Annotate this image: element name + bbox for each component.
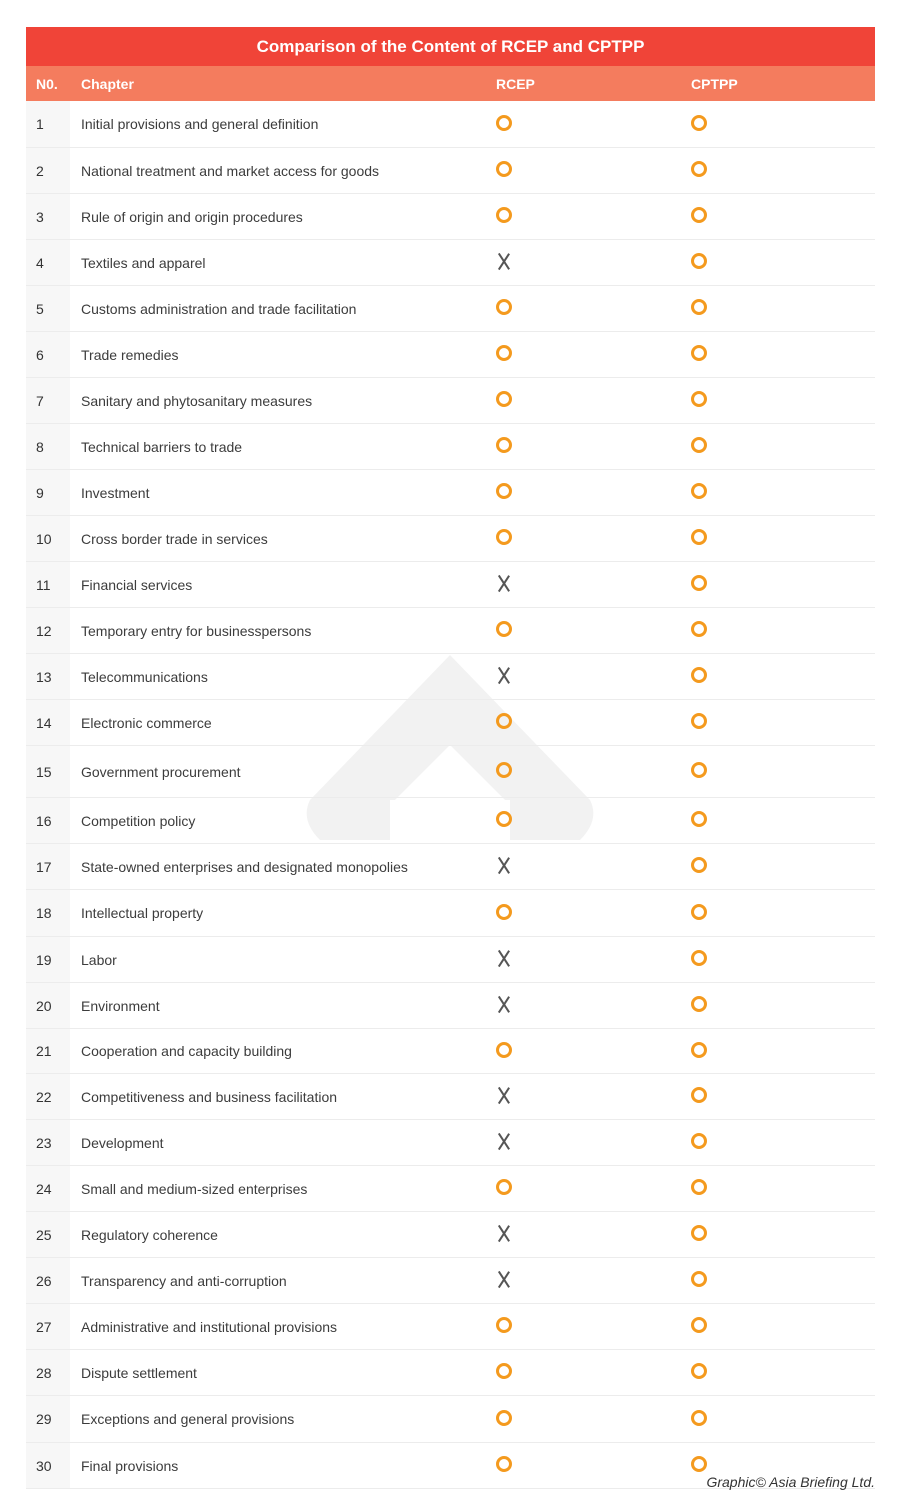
cptpp-cell [677, 575, 875, 594]
table-row [26, 562, 875, 608]
row-chapter: Exceptions and general provisions [81, 1411, 295, 1427]
row-chapter: State-owned enterprises and designated monopolies [81, 858, 408, 875]
row-number: 12 [26, 608, 70, 653]
table-row [26, 608, 875, 654]
cptpp-cell [677, 1317, 875, 1336]
row-number: 27 [26, 1304, 70, 1349]
cptpp-cell [677, 345, 875, 364]
row-number: 5 [26, 286, 70, 331]
rcep-cell [482, 1363, 677, 1382]
row-chapter: Temporary entry for businesspersons [81, 622, 312, 639]
rcep-cell [482, 667, 677, 686]
circle-icon [691, 713, 707, 729]
circle-icon [691, 1179, 707, 1195]
row-number: 15 [26, 746, 70, 797]
circle-icon [496, 391, 512, 407]
circle-icon [691, 996, 707, 1012]
cptpp-cell [677, 299, 875, 318]
row-number: 18 [26, 890, 70, 936]
cross-icon [496, 575, 512, 591]
table-row [26, 516, 875, 562]
row-chapter: Sanitary and phytosanitary measures [81, 392, 313, 409]
circle-icon [496, 1410, 512, 1426]
cptpp-cell [677, 950, 875, 969]
table-row [26, 378, 875, 424]
rcep-cell [482, 391, 677, 410]
circle-icon [496, 529, 512, 545]
rcep-cell [482, 1133, 677, 1152]
row-number: 10 [26, 516, 70, 561]
row-number: 7 [26, 378, 70, 423]
circle-icon [691, 299, 707, 315]
row-chapter: Dispute settlement [81, 1364, 197, 1381]
rcep-cell [482, 575, 677, 594]
cptpp-cell [677, 1410, 875, 1429]
circle-icon [691, 483, 707, 499]
row-number: 17 [26, 844, 70, 889]
circle-icon [691, 1456, 707, 1472]
rcep-cell [482, 1087, 677, 1106]
cross-icon [496, 1271, 512, 1287]
row-chapter: Transparency and anti-corruption [81, 1272, 287, 1289]
rcep-cell [482, 1225, 677, 1244]
table-row [26, 798, 875, 844]
cptpp-cell [677, 667, 875, 686]
table-row [26, 1258, 875, 1304]
rcep-cell [482, 762, 677, 781]
table-row [26, 983, 875, 1029]
comparison-table [26, 27, 875, 1489]
circle-icon [691, 950, 707, 966]
row-number: 9 [26, 470, 70, 515]
row-chapter: Labor [81, 951, 117, 968]
table-row [26, 286, 875, 332]
cptpp-cell [677, 1456, 875, 1475]
circle-icon [691, 667, 707, 683]
circle-icon [691, 345, 707, 361]
rcep-cell [482, 345, 677, 364]
table-row [26, 1304, 875, 1350]
cptpp-cell [677, 857, 875, 876]
table-row [26, 1212, 875, 1258]
row-chapter: National treatment and market access for goods [81, 162, 380, 179]
table-row [26, 1396, 875, 1443]
row-chapter: Textiles and apparel [81, 254, 206, 271]
circle-icon [496, 161, 512, 177]
row-number: 6 [26, 332, 70, 377]
rcep-cell [482, 1317, 677, 1336]
row-number: 20 [26, 983, 70, 1028]
cptpp-cell [677, 811, 875, 830]
rcep-cell [482, 529, 677, 548]
table-row [26, 470, 875, 516]
row-chapter: Final provisions [81, 1457, 179, 1474]
row-number: 4 [26, 240, 70, 285]
circle-icon [691, 253, 707, 269]
table-row [26, 194, 875, 240]
cptpp-cell [677, 762, 875, 781]
table-row [26, 1166, 875, 1212]
row-number: 2 [26, 148, 70, 193]
rcep-cell [482, 1456, 677, 1475]
circle-icon [496, 811, 512, 827]
row-chapter: Competitiveness and business facilitation [81, 1088, 338, 1105]
row-chapter: Customs administration and trade facilitation [81, 300, 357, 317]
rcep-cell [482, 161, 677, 180]
rcep-cell [482, 1179, 677, 1198]
row-chapter: Cooperation and capacity building [81, 1043, 292, 1059]
rcep-cell [482, 621, 677, 640]
cptpp-cell [677, 529, 875, 548]
circle-icon [691, 762, 707, 778]
row-number: 8 [26, 424, 70, 469]
cptpp-cell [677, 1225, 875, 1244]
table-row [26, 1074, 875, 1120]
circle-icon [691, 1225, 707, 1241]
cptpp-cell [677, 904, 875, 923]
circle-icon [691, 161, 707, 177]
row-chapter: Telecommunications [81, 668, 208, 685]
circle-icon [496, 621, 512, 637]
circle-icon [691, 1410, 707, 1426]
cptpp-cell [677, 161, 875, 180]
cptpp-cell [677, 621, 875, 640]
cross-icon [496, 253, 512, 269]
table-row [26, 1120, 875, 1166]
circle-icon [496, 1317, 512, 1333]
cross-icon [496, 667, 512, 683]
rcep-cell [482, 996, 677, 1015]
cross-icon [496, 1087, 512, 1103]
table-title: Comparison of the Content of RCEP and CPTPP [26, 27, 875, 66]
row-chapter: Small and medium-sized enterprises [81, 1180, 308, 1197]
cptpp-cell [677, 1363, 875, 1382]
cptpp-cell [677, 996, 875, 1015]
cptpp-cell [677, 1271, 875, 1290]
circle-icon [496, 437, 512, 453]
row-number: 21 [26, 1029, 70, 1073]
circle-icon [496, 207, 512, 223]
table-row [26, 101, 875, 148]
table-row [26, 240, 875, 286]
row-chapter: Electronic commerce [81, 714, 212, 731]
cptpp-cell [677, 1042, 875, 1061]
cross-icon [496, 996, 512, 1012]
row-number: 19 [26, 937, 70, 982]
row-number: 13 [26, 654, 70, 699]
table-body [26, 101, 875, 1489]
row-number: 25 [26, 1212, 70, 1257]
cptpp-cell [677, 253, 875, 272]
row-chapter: Cross border trade in services [81, 530, 268, 547]
table-row [26, 937, 875, 983]
circle-icon [496, 762, 512, 778]
table-row [26, 332, 875, 378]
circle-icon [496, 904, 512, 920]
row-chapter: Intellectual property [81, 905, 204, 921]
table-row [26, 890, 875, 937]
rcep-cell [482, 713, 677, 732]
row-chapter: Administrative and institutional provisions [81, 1318, 338, 1335]
circle-icon [496, 483, 512, 499]
header-chapter: Chapter [81, 75, 134, 92]
row-number: 30 [26, 1443, 70, 1488]
rcep-cell [482, 115, 677, 134]
cptpp-cell [677, 483, 875, 502]
row-number: 22 [26, 1074, 70, 1119]
table-row [26, 148, 875, 194]
circle-icon [691, 391, 707, 407]
table-row [26, 1350, 875, 1396]
header-no: N0. [36, 75, 58, 92]
circle-icon [691, 115, 707, 131]
rcep-cell [482, 253, 677, 272]
header-rcep: RCEP [496, 75, 535, 92]
row-chapter: Technical barriers to trade [81, 438, 243, 455]
row-chapter: Competition policy [81, 812, 196, 829]
circle-icon [691, 1042, 707, 1058]
row-chapter: Development [81, 1134, 164, 1151]
circle-icon [691, 529, 707, 545]
circle-icon [496, 713, 512, 729]
table-row [26, 424, 875, 470]
cptpp-cell [677, 1087, 875, 1106]
table-row [26, 844, 875, 890]
row-number: 11 [26, 562, 70, 607]
row-chapter: Investment [81, 484, 150, 501]
rcep-cell [482, 950, 677, 969]
cptpp-cell [677, 437, 875, 456]
row-chapter: Financial services [81, 576, 193, 593]
rcep-cell [482, 1271, 677, 1290]
row-chapter: Trade remedies [81, 346, 179, 363]
table-row [26, 700, 875, 746]
credit-text: Graphic© Asia Briefing Ltd. [706, 1474, 875, 1490]
cptpp-cell [677, 713, 875, 732]
rcep-cell [482, 437, 677, 456]
row-chapter: Government procurement [81, 763, 241, 780]
cptpp-cell [677, 1133, 875, 1152]
row-chapter: Initial provisions and general definition [81, 116, 319, 132]
circle-icon [496, 1179, 512, 1195]
circle-icon [691, 1133, 707, 1149]
row-number: 16 [26, 798, 70, 843]
cptpp-cell [677, 115, 875, 134]
cptpp-cell [677, 207, 875, 226]
rcep-cell [482, 904, 677, 923]
table-header-row [26, 66, 875, 101]
rcep-cell [482, 483, 677, 502]
circle-icon [691, 575, 707, 591]
cross-icon [496, 1225, 512, 1241]
rcep-cell [482, 1410, 677, 1429]
row-number: 3 [26, 194, 70, 239]
cptpp-cell [677, 1179, 875, 1198]
cross-icon [496, 950, 512, 966]
circle-icon [496, 115, 512, 131]
circle-icon [496, 299, 512, 315]
row-chapter: Rule of origin and origin procedures [81, 208, 303, 225]
row-number: 29 [26, 1396, 70, 1442]
circle-icon [691, 1087, 707, 1103]
circle-icon [496, 1042, 512, 1058]
rcep-cell [482, 299, 677, 318]
table-row [26, 746, 875, 798]
row-chapter: Regulatory coherence [81, 1226, 218, 1243]
row-number: 24 [26, 1166, 70, 1211]
cptpp-cell [677, 391, 875, 410]
circle-icon [691, 1363, 707, 1379]
circle-icon [691, 621, 707, 637]
row-number: 26 [26, 1258, 70, 1303]
rcep-cell [482, 207, 677, 226]
row-number: 1 [26, 101, 70, 147]
circle-icon [691, 437, 707, 453]
row-number: 23 [26, 1120, 70, 1165]
circle-icon [496, 345, 512, 361]
circle-icon [691, 904, 707, 920]
circle-icon [496, 1456, 512, 1472]
circle-icon [691, 857, 707, 873]
table-row [26, 654, 875, 700]
circle-icon [496, 1363, 512, 1379]
circle-icon [691, 1317, 707, 1333]
row-number: 28 [26, 1350, 70, 1395]
circle-icon [691, 811, 707, 827]
circle-icon [691, 207, 707, 223]
rcep-cell [482, 1042, 677, 1061]
table-row [26, 1029, 875, 1074]
rcep-cell [482, 857, 677, 876]
rcep-cell [482, 811, 677, 830]
circle-icon [691, 1271, 707, 1287]
cross-icon [496, 857, 512, 873]
row-chapter: Environment [81, 997, 160, 1014]
row-number: 14 [26, 700, 70, 745]
header-cptpp: CPTPP [691, 75, 738, 92]
cross-icon [496, 1133, 512, 1149]
